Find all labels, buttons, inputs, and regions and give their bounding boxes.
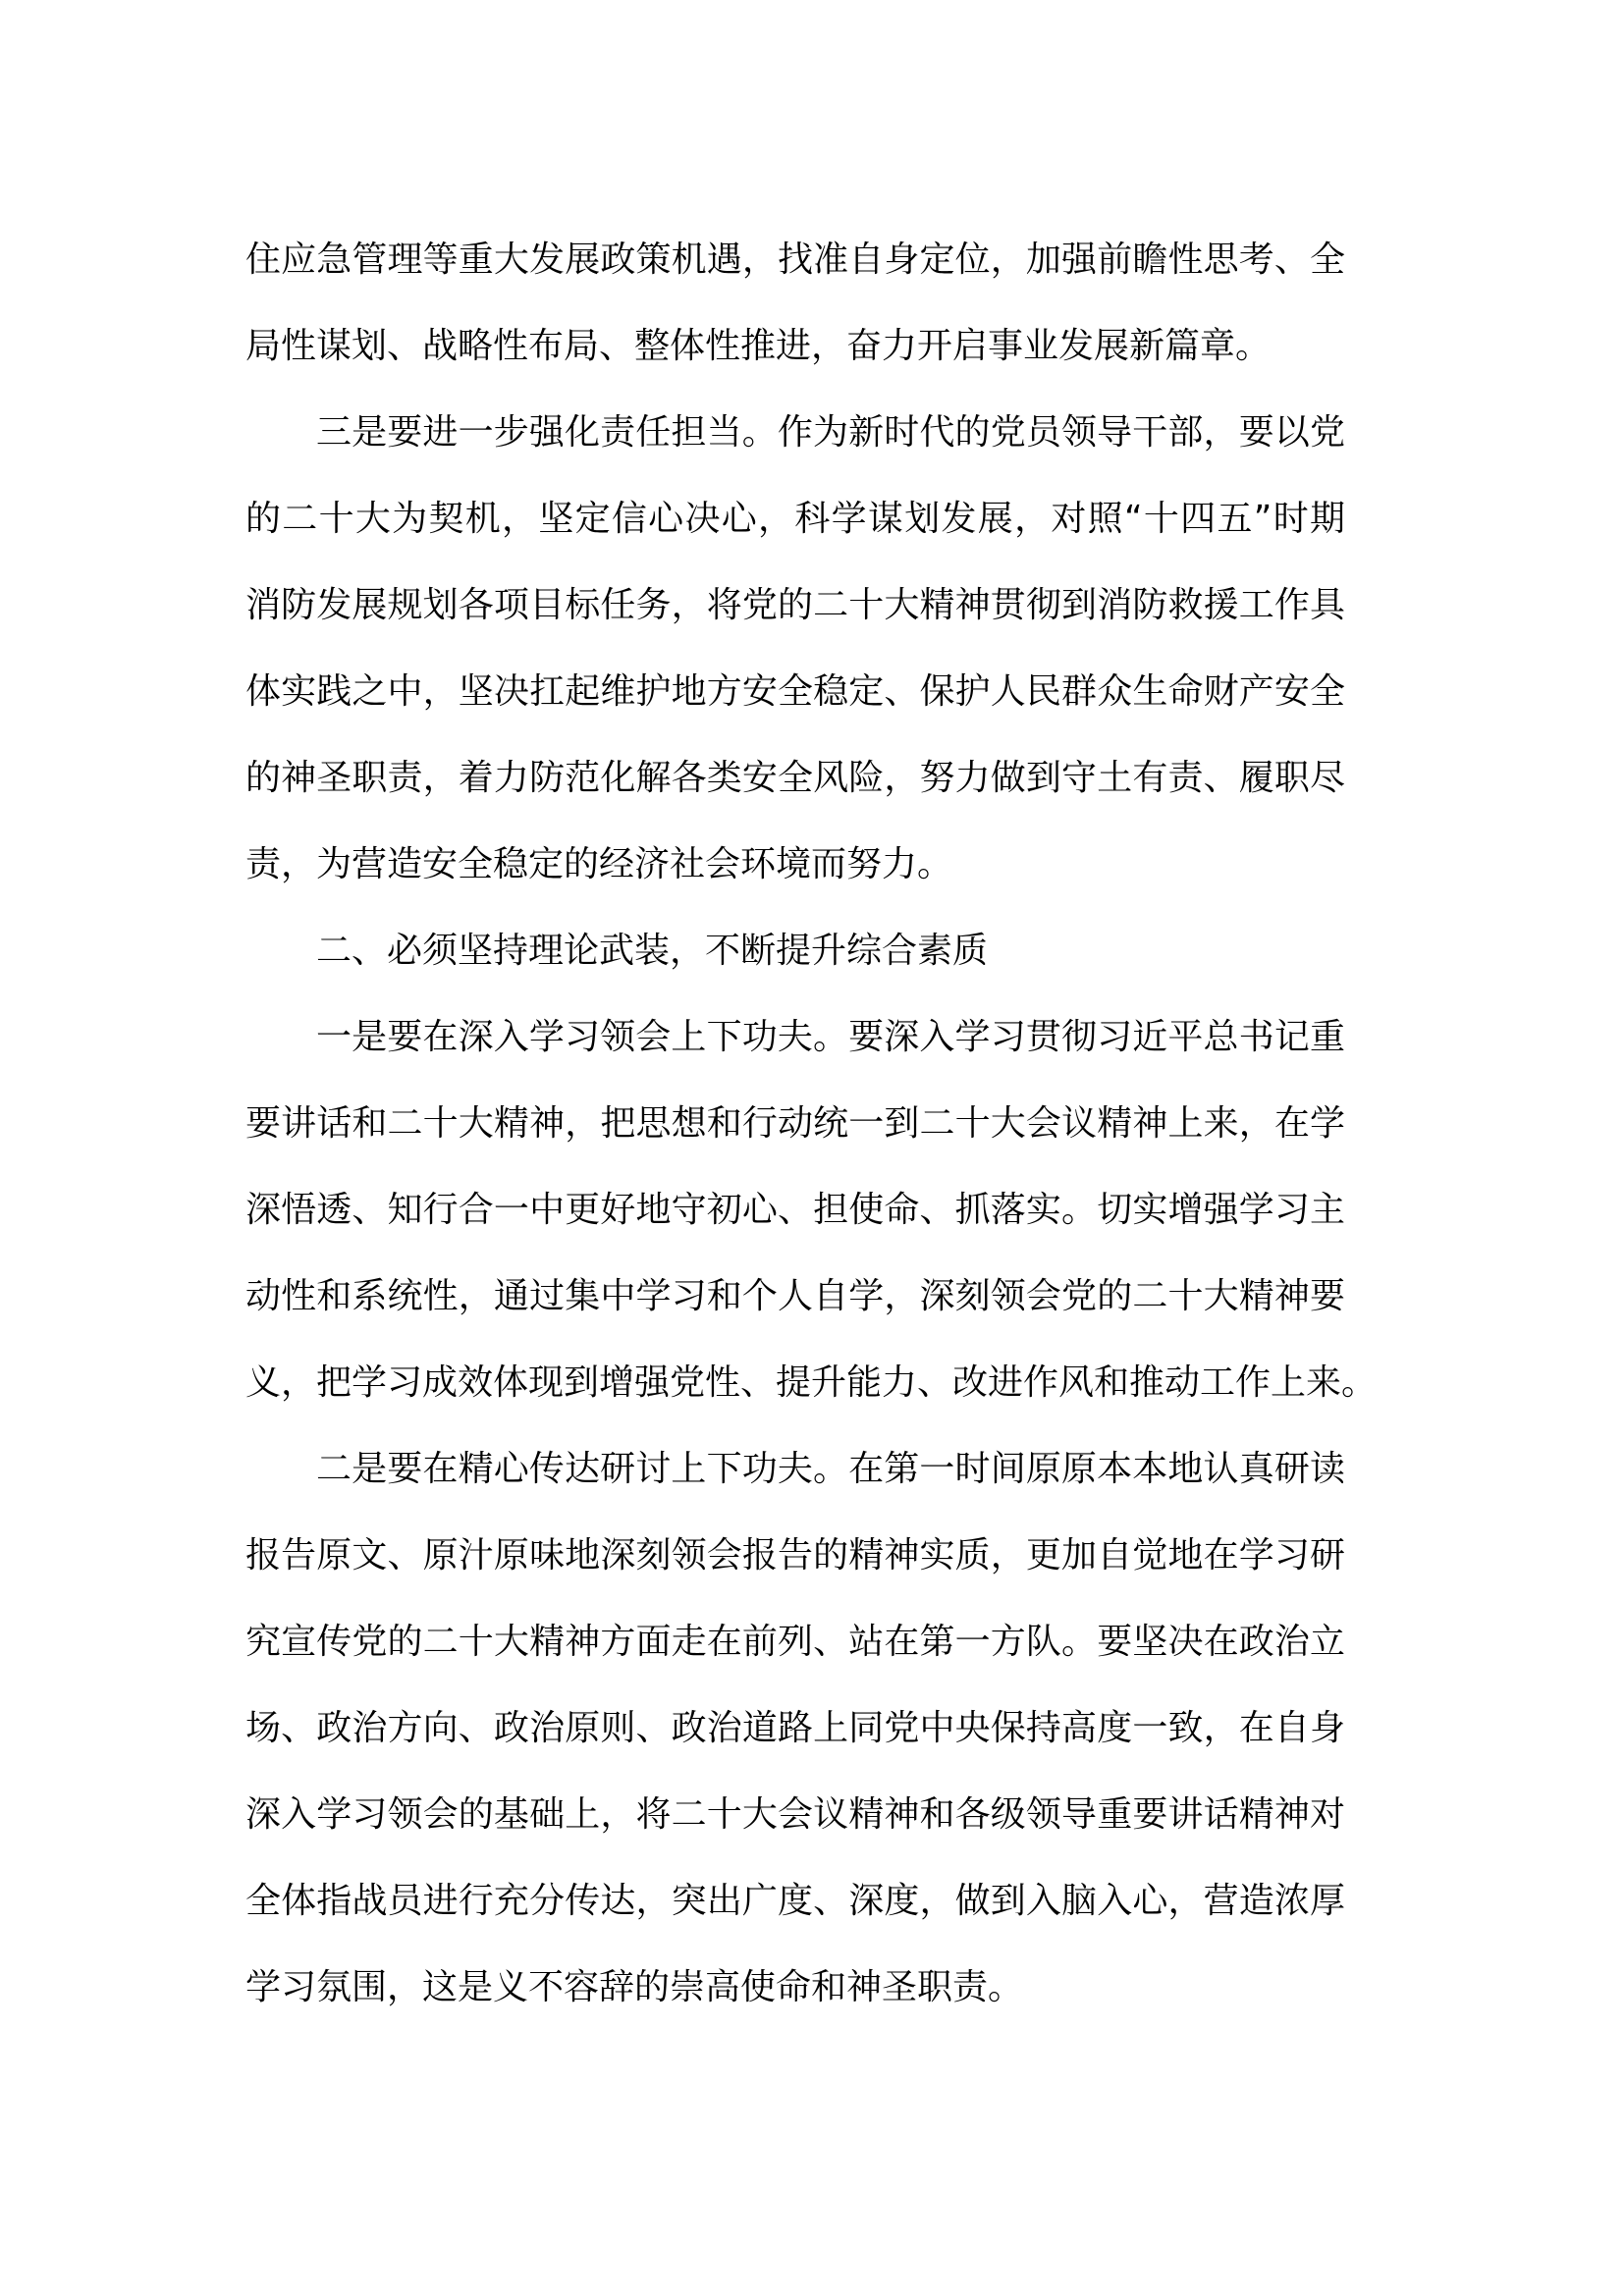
text-line: 的神圣职责，着力防范化解各类安全风险，努力做到守土有责、履职尽 xyxy=(245,758,1345,798)
paragraph xyxy=(245,994,1378,1426)
text-line: 深入学习领会的基础上，将二十大会议精神和各级领导重要讲话精神对 xyxy=(245,1794,1345,1835)
section-heading-line: 二、必须坚持理论武装，不断提升综合素质 xyxy=(316,931,989,971)
text-line: 一是要在深入学习领会上下功夫。要深入学习贯彻习近平总书记重 xyxy=(316,1017,1345,1057)
text-line: 全体指战员进行充分传达，突出广度、深度，做到入脑入心，营造浓厚 xyxy=(245,1881,1345,1921)
text-line: 义，把学习成效体现到增强党性、提升能力、改进作风和推动工作上来。 xyxy=(245,1362,1378,1403)
text-line: 学习氛围，这是义不容辞的崇高使命和神圣职责。 xyxy=(245,1967,1024,2007)
text-line: 消防发展规划各项目标任务，将党的二十大精神贯彻到消防救援工作具 xyxy=(245,585,1345,625)
text-line: 三是要进一步强化责任担当。作为新时代的党员领导干部，要以党 xyxy=(316,412,1345,453)
paragraph xyxy=(245,390,1345,908)
document-text-block xyxy=(245,217,1378,2031)
paragraph xyxy=(245,1426,1345,2031)
text-line: 的二十大为契机，坚定信心决心，科学谋划发展，对照“十四五”时期 xyxy=(245,499,1345,539)
text-line: 住应急管理等重大发展政策机遇，找准自身定位，加强前瞻性思考、全 xyxy=(245,240,1345,280)
text-line: 报告原文、原汁原味地深刻领会报告的精神实质，更加自觉地在学习研 xyxy=(245,1535,1345,1575)
section-heading xyxy=(245,908,1345,994)
text-line: 要讲话和二十大精神，把思想和行动统一到二十大会议精神上来，在学 xyxy=(245,1103,1345,1144)
text-line: 深悟透、知行合一中更好地守初心、担使命、抓落实。切实增强学习主 xyxy=(245,1190,1345,1230)
text-line: 究宣传党的二十大精神方面走在前列、站在第一方队。要坚决在政治立 xyxy=(245,1622,1345,1662)
paragraph xyxy=(245,217,1345,390)
text-line: 局性谋划、战略性布局、整体性推进，奋力开启事业发展新篇章。 xyxy=(245,326,1272,366)
text-line: 二是要在精心传达研讨上下功夫。在第一时间原原本本地认真研读 xyxy=(316,1449,1345,1489)
text-line: 动性和系统性，通过集中学习和个人自学，深刻领会党的二十大精神要 xyxy=(245,1276,1345,1316)
text-line: 体实践之中，坚决扛起维护地方安全稳定、保护人民群众生命财产安全 xyxy=(245,671,1345,712)
text-line: 责，为营造安全稳定的经济社会环境而努力。 xyxy=(245,844,953,884)
text-line: 场、政治方向、政治原则、政治道路上同党中央保持高度一致，在自身 xyxy=(245,1708,1345,1748)
